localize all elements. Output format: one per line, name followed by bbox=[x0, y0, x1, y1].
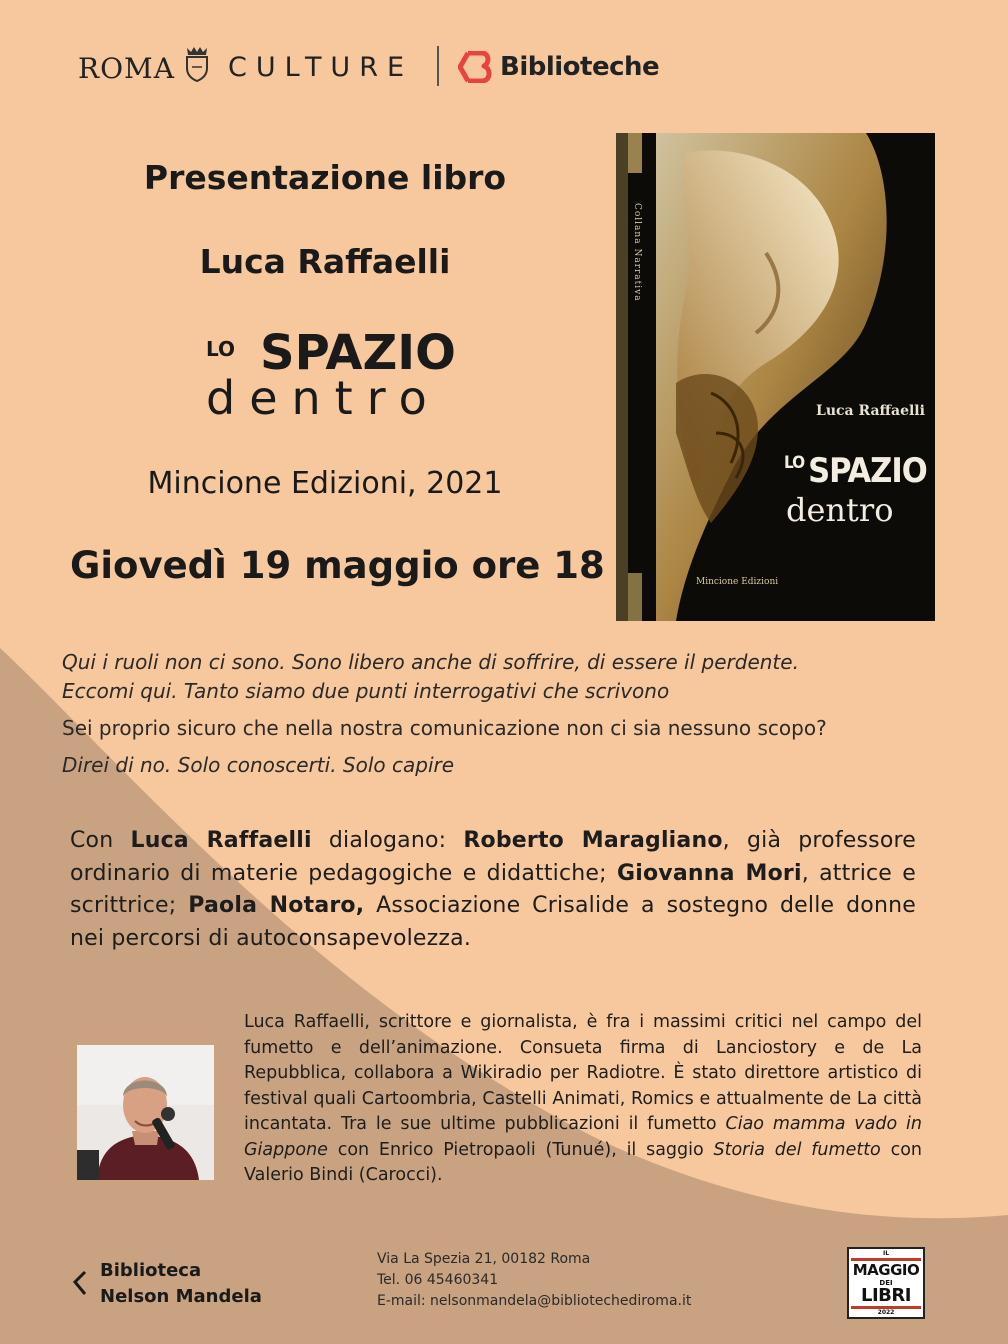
cover-title-main: SPAZIO bbox=[808, 451, 927, 491]
badge-maggio: MAGGIO bbox=[852, 1261, 920, 1279]
dialog-text: , attrice e scrittrice; bbox=[70, 860, 916, 918]
badge-il: IL bbox=[882, 1250, 890, 1257]
library-contacts bbox=[377, 1249, 691, 1312]
library-phone: Tel. 06 45460341 bbox=[377, 1272, 499, 1288]
dialog-text: Associazione Crisalide a sostegno delle donne nei percorsi di autoconsapevolezza. bbox=[70, 893, 916, 951]
biblioteche-logo-icon bbox=[458, 51, 494, 83]
badge-dei: DEI bbox=[879, 1279, 893, 1287]
book-title-logo bbox=[206, 325, 466, 425]
guest-name: Giovanna Mori bbox=[616, 860, 802, 886]
library-address: Via La Spezia 21, 00182 Roma bbox=[377, 1251, 591, 1267]
author-photo bbox=[77, 1045, 214, 1180]
cover-title bbox=[784, 451, 927, 491]
guest-name: Paola Notaro, bbox=[188, 893, 365, 918]
cover-author: Luca Raffaelli bbox=[816, 403, 925, 419]
dialog-text: Con bbox=[70, 828, 131, 853]
author-portrait-image bbox=[77, 1045, 214, 1180]
library-email: E-mail: nelsonmandela@bibliotechediroma.it bbox=[377, 1293, 692, 1309]
badge-libri: LIBRI bbox=[861, 1285, 911, 1306]
quote-line-3: Sei proprio sicuro che nella nostra comunicazione non ci sia nessuno scopo? bbox=[62, 716, 827, 740]
maggio-dei-libri-badge bbox=[847, 1247, 925, 1319]
guest-name: Roberto Maragliano bbox=[463, 828, 723, 853]
header bbox=[0, 38, 1008, 98]
book-title-small: LO bbox=[206, 337, 236, 361]
cover-publisher: Mincione Edizioni bbox=[696, 577, 779, 587]
event-type: Presentazione libro bbox=[143, 158, 507, 197]
cover-artwork bbox=[616, 133, 935, 621]
quote-line-4: Direi di no. Solo conoscerti. Solo capire bbox=[62, 753, 455, 777]
quote-line-1: Qui i ruoli non ci sono. Sono libero anche di soffrire, di essere il perdente. bbox=[62, 650, 799, 674]
library-name bbox=[100, 1258, 262, 1310]
biblioteche-logo-text: Biblioteche bbox=[500, 52, 660, 82]
dialog-paragraph bbox=[70, 825, 916, 955]
book-title-sub: dentro bbox=[206, 371, 441, 425]
bio-text: con Enrico Pietropaoli (Tunué), il saggio bbox=[327, 1139, 714, 1160]
cover-title-sub: dentro bbox=[786, 491, 894, 529]
roma-crest-icon bbox=[184, 46, 210, 82]
bio-text: Luca Raffaelli, scrittore e giornalista, è fra i massimi critici nel campo del fumetto e dell’animazione. Consueta firma di Lanciostory e de La Repubblica, collabora a Wikiradio per Radiotre. È stato direttore artistico di festival quali Cartoombria, Castelli Animati, Romics e attualmente de La città incantata. Tra le sue ultime pubblicazioni il fumetto bbox=[244, 1012, 922, 1134]
cover-series: Collana Narrativa bbox=[632, 203, 642, 302]
bio-work-title: Storia del fumetto bbox=[713, 1139, 881, 1160]
library-logo-icon bbox=[71, 1270, 89, 1296]
library-name-line-1: Biblioteca bbox=[100, 1260, 202, 1281]
quote-line-2: Eccomi qui. Tanto siamo due punti interrogativi che scrivono bbox=[62, 679, 670, 703]
roma-logo-text: ROMA bbox=[78, 52, 175, 85]
event-author: Luca Raffaelli bbox=[199, 242, 451, 281]
book-cover bbox=[616, 133, 935, 621]
library-name-line-2: Nelson Mandela bbox=[100, 1286, 262, 1307]
header-divider bbox=[437, 46, 439, 86]
culture-logo-text: CULTURE bbox=[228, 52, 414, 83]
bio-work-title: Ciao mamma vado in Giappone bbox=[244, 1114, 923, 1160]
bio-text: con Valerio Bindi (Carocci). bbox=[244, 1139, 922, 1185]
publisher: Mincione Edizioni, 2021 bbox=[147, 466, 503, 501]
dialog-text: dialogano: bbox=[311, 828, 464, 853]
author-bio bbox=[244, 1010, 922, 1189]
book-title-main: SPAZIO bbox=[260, 325, 456, 381]
badge-year: 2022 bbox=[877, 1309, 895, 1316]
dialog-text: , già professore ordinario di materie pedagogiche e didattiche; bbox=[70, 828, 916, 886]
dialog-author: Luca Raffaelli bbox=[130, 828, 312, 853]
cover-title-small: LO bbox=[784, 453, 805, 473]
event-date: Giovedì 19 maggio ore 18 bbox=[70, 544, 605, 587]
